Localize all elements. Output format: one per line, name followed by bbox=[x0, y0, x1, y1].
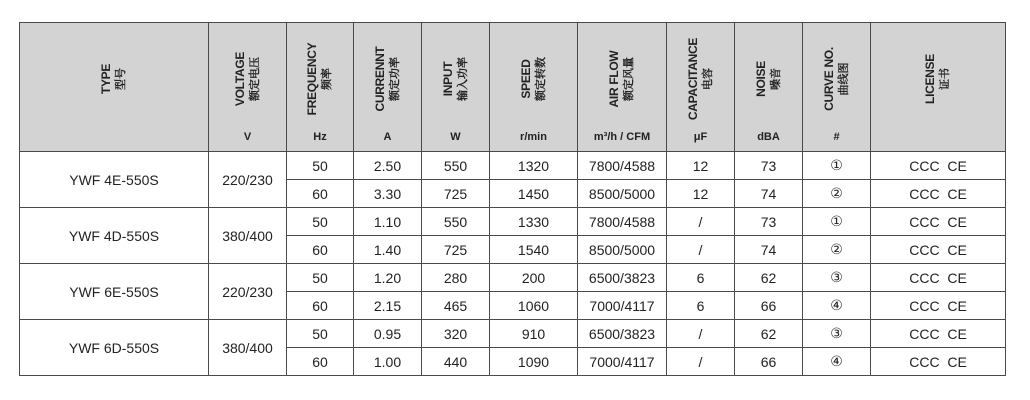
table-body bbox=[20, 152, 1006, 376]
capacitance-cell: 12 bbox=[667, 180, 735, 208]
header-unit: A bbox=[383, 131, 392, 143]
air-flow-cell: 8500/5000 bbox=[578, 180, 667, 208]
input-power-cell: 725 bbox=[422, 180, 490, 208]
voltage-cell: 380/400 bbox=[209, 320, 287, 376]
header-type bbox=[20, 23, 209, 152]
air-flow-cell: 8500/5000 bbox=[578, 236, 667, 264]
noise-cell: 66 bbox=[735, 348, 803, 376]
header-label-cn: 额定电压 bbox=[248, 57, 261, 101]
speed-cell: 1330 bbox=[490, 208, 578, 236]
capacitance-cell: 6 bbox=[667, 264, 735, 292]
noise-cell: 62 bbox=[735, 320, 803, 348]
frequency-cell: 50 bbox=[287, 208, 354, 236]
model-type-cell: YWF 4E-550S bbox=[20, 152, 209, 208]
voltage-cell: 220/230 bbox=[209, 264, 287, 320]
fan-spec-table bbox=[19, 22, 1006, 376]
header-voltage bbox=[209, 23, 287, 152]
table-row bbox=[20, 320, 1006, 348]
license-cell: CCC CE bbox=[871, 236, 1006, 264]
air-flow-cell: 7800/4588 bbox=[578, 208, 667, 236]
model-type-cell: YWF 6E-550S bbox=[20, 264, 209, 320]
header-label: FREQUENCY bbox=[305, 42, 319, 116]
header-air-flow bbox=[578, 23, 667, 152]
header-unit: μF bbox=[693, 131, 708, 143]
capacitance-cell: 6 bbox=[667, 292, 735, 320]
header-label-cn: 额定风量 bbox=[623, 57, 635, 102]
capacitance-cell: / bbox=[667, 320, 735, 348]
noise-cell: 73 bbox=[735, 152, 803, 180]
noise-cell: 66 bbox=[735, 292, 803, 320]
curve-number-cell: ② bbox=[803, 180, 871, 208]
current-cell: 1.20 bbox=[354, 264, 422, 292]
header-unit: r/min bbox=[520, 131, 547, 143]
header-label: TYPE bbox=[99, 63, 113, 95]
header-label: SPEED bbox=[518, 59, 533, 99]
header-label: CURVE NO. bbox=[821, 47, 836, 111]
header-label: AIR FLOW bbox=[607, 50, 621, 108]
header-label: INPUT bbox=[440, 61, 455, 97]
curve-number-cell: ② bbox=[803, 236, 871, 264]
air-flow-cell: 6500/3823 bbox=[578, 264, 667, 292]
header-label-cn: 电容 bbox=[701, 68, 714, 91]
speed-cell: 1060 bbox=[490, 292, 578, 320]
curve-number-cell: ④ bbox=[803, 348, 871, 376]
curve-number-cell: ④ bbox=[803, 292, 871, 320]
header-current bbox=[354, 23, 422, 152]
current-cell: 0.95 bbox=[354, 320, 422, 348]
noise-cell: 74 bbox=[735, 180, 803, 208]
input-power-cell: 280 bbox=[422, 264, 490, 292]
speed-cell: 910 bbox=[490, 320, 578, 348]
header-label: VOLTAGE bbox=[232, 51, 247, 107]
input-power-cell: 465 bbox=[422, 292, 490, 320]
input-power-cell: 550 bbox=[422, 152, 490, 180]
header-label-cn: 额定转数 bbox=[534, 57, 547, 101]
header-label-cn: 输入功率 bbox=[456, 57, 469, 101]
current-cell: 2.50 bbox=[354, 152, 422, 180]
capacitance-cell: / bbox=[667, 348, 735, 376]
license-cell: CCC CE bbox=[871, 208, 1006, 236]
header-unit: dBA bbox=[757, 131, 780, 143]
speed-cell: 1540 bbox=[490, 236, 578, 264]
voltage-cell: 220/230 bbox=[209, 152, 287, 208]
current-cell: 2.15 bbox=[354, 292, 422, 320]
speed-cell: 1320 bbox=[490, 152, 578, 180]
frequency-cell: 50 bbox=[287, 264, 354, 292]
capacitance-cell: / bbox=[667, 236, 735, 264]
table-row bbox=[20, 264, 1006, 292]
frequency-cell: 60 bbox=[287, 180, 354, 208]
license-cell: CCC CE bbox=[871, 152, 1006, 180]
header-unit: Hz bbox=[313, 131, 327, 143]
license-cell: CCC CE bbox=[871, 292, 1006, 320]
header-label-cn: 曲线图 bbox=[837, 62, 850, 96]
table-row bbox=[20, 208, 1006, 236]
header-label-cn: 频率 bbox=[321, 68, 333, 91]
header-label: CURRENNT bbox=[372, 46, 387, 112]
capacitance-cell: 12 bbox=[667, 152, 735, 180]
frequency-cell: 60 bbox=[287, 348, 354, 376]
current-cell: 1.00 bbox=[354, 348, 422, 376]
curve-number-cell: ③ bbox=[803, 264, 871, 292]
speed-cell: 200 bbox=[490, 264, 578, 292]
header-unit: W bbox=[450, 131, 461, 143]
header-label: LICENSE bbox=[923, 54, 937, 104]
header-capacitance bbox=[667, 23, 735, 152]
header-label-cn: 噪音 bbox=[769, 68, 782, 90]
header-license bbox=[871, 23, 1006, 152]
curve-number-cell: ① bbox=[803, 208, 871, 236]
license-cell: CCC CE bbox=[871, 348, 1006, 376]
curve-number-cell: ① bbox=[803, 152, 871, 180]
model-type-cell: YWF 4D-550S bbox=[20, 208, 209, 264]
air-flow-cell: 7800/4588 bbox=[578, 152, 667, 180]
frequency-cell: 50 bbox=[287, 152, 354, 180]
header-noise bbox=[735, 23, 803, 152]
air-flow-cell: 6500/3823 bbox=[578, 320, 667, 348]
input-power-cell: 725 bbox=[422, 236, 490, 264]
frequency-cell: 60 bbox=[287, 292, 354, 320]
noise-cell: 73 bbox=[735, 208, 803, 236]
header-label: CAPACITANCE bbox=[685, 37, 700, 121]
header-unit: # bbox=[833, 131, 840, 143]
header-label: NOISE bbox=[753, 61, 768, 97]
speed-cell: 1450 bbox=[490, 180, 578, 208]
air-flow-cell: 7000/4117 bbox=[578, 348, 667, 376]
noise-cell: 74 bbox=[735, 236, 803, 264]
table-row bbox=[20, 152, 1006, 180]
license-cell: CCC CE bbox=[871, 320, 1006, 348]
current-cell: 1.40 bbox=[354, 236, 422, 264]
header-unit: V bbox=[243, 131, 252, 143]
model-type-cell: YWF 6D-550S bbox=[20, 320, 209, 376]
curve-number-cell: ③ bbox=[803, 320, 871, 348]
noise-cell: 62 bbox=[735, 264, 803, 292]
license-cell: CCC CE bbox=[871, 180, 1006, 208]
license-cell: CCC CE bbox=[871, 264, 1006, 292]
header-input bbox=[422, 23, 490, 152]
voltage-cell: 380/400 bbox=[209, 208, 287, 264]
current-cell: 3.30 bbox=[354, 180, 422, 208]
input-power-cell: 320 bbox=[422, 320, 490, 348]
header-speed bbox=[490, 23, 578, 152]
frequency-cell: 50 bbox=[287, 320, 354, 348]
table-header-row bbox=[20, 23, 1006, 152]
speed-cell: 1090 bbox=[490, 348, 578, 376]
frequency-cell: 60 bbox=[287, 236, 354, 264]
header-label-cn: 证书 bbox=[939, 68, 951, 91]
air-flow-cell: 7000/4117 bbox=[578, 292, 667, 320]
header-label-cn: 额定功率 bbox=[388, 57, 401, 101]
header-label-cn: 型号 bbox=[115, 68, 127, 90]
input-power-cell: 440 bbox=[422, 348, 490, 376]
input-power-cell: 550 bbox=[422, 208, 490, 236]
header-unit: m³/h / CFM bbox=[593, 131, 651, 143]
header-curve-no bbox=[803, 23, 871, 152]
header-frequency bbox=[287, 23, 354, 152]
current-cell: 1.10 bbox=[354, 208, 422, 236]
capacitance-cell: / bbox=[667, 208, 735, 236]
